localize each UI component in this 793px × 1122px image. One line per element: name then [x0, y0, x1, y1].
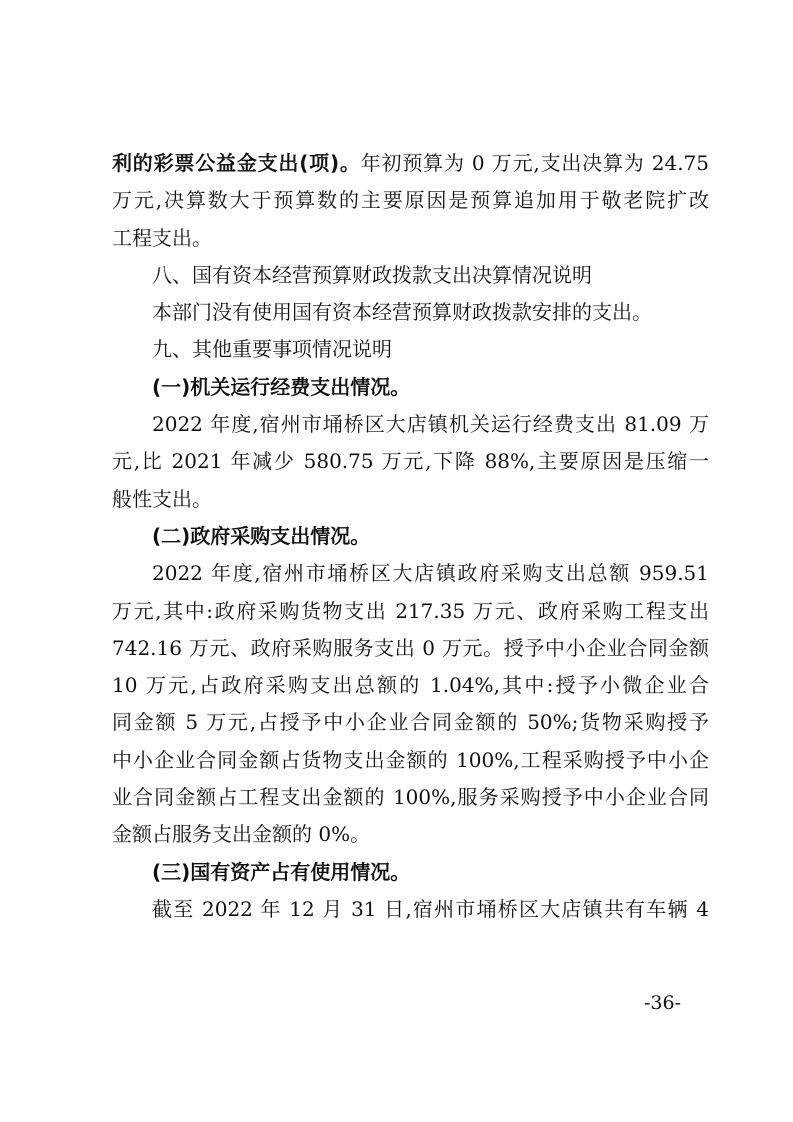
section-9-title: 九、其他重要事项情况说明: [152, 337, 392, 362]
paragraph-line: 截至 2022 年 12 月 31 日,宿州市埇桥区大店镇共有车辆 4: [152, 896, 709, 921]
section-8-title: 八、国有资本经营预算财政拨款支出决算情况说明: [152, 262, 592, 287]
paragraph-line: 10 万元,占政府采购支出总额的 1.04%,其中:授予小微企业合: [112, 673, 709, 698]
paragraph-line: 业合同金额占工程支出金额的 100%,服务采购授予中小企业合同: [112, 785, 709, 810]
lottery-item-text: 年初预算为 0 万元,支出决算为 24.75: [360, 151, 709, 175]
subsection-1-title: (一)机关运行经费支出情况。: [152, 374, 411, 399]
paragraph-line: 2022 年度,宿州市埇桥区大店镇政府采购支出总额 959.51: [152, 561, 709, 586]
paragraph-line: [112, 145, 709, 182]
paragraph-line: 万元,其中:政府采购货物支出 217.35 万元、政府采购工程支出: [112, 598, 709, 623]
paragraph-line: 般性支出。: [112, 486, 212, 511]
paragraph-line: 742.16 万元、政府采购服务支出 0 万元。授予中小企业合同金额: [112, 635, 709, 660]
paragraph-line: 金额占服务支出金额的 0%。: [112, 822, 371, 847]
section-8-body: 本部门没有使用国有资本经营预算财政拨款安排的支出。: [152, 300, 652, 325]
subsection-3-title: (三)国有资产占有使用情况。: [152, 859, 411, 884]
paragraph-line: 中小企业合同金额占货物支出金额的 100%,工程采购授予中小企: [112, 747, 709, 772]
subsection-2-title: (二)政府采购支出情况。: [152, 523, 371, 548]
lottery-item-bold-lead: 利的彩票公益金支出(项)。: [112, 151, 361, 175]
paragraph-line: 万元,决算数大于预算数的主要原因是预算追加用于敬老院扩改: [112, 188, 709, 213]
paragraph-line: 工程支出。: [112, 225, 212, 250]
paragraph-line: 元,比 2021 年减少 580.75 万元,下降 88%,主要原因是压缩一: [112, 449, 709, 474]
page-number: -36-: [644, 992, 682, 1014]
document-body: [112, 145, 709, 928]
paragraph-line: 同金额 5 万元,占授予中小企业合同金额的 50%;货物采购授予: [112, 710, 709, 735]
paragraph-line: 2022 年度,宿州市埇桥区大店镇机关运行经费支出 81.09 万: [152, 412, 709, 437]
